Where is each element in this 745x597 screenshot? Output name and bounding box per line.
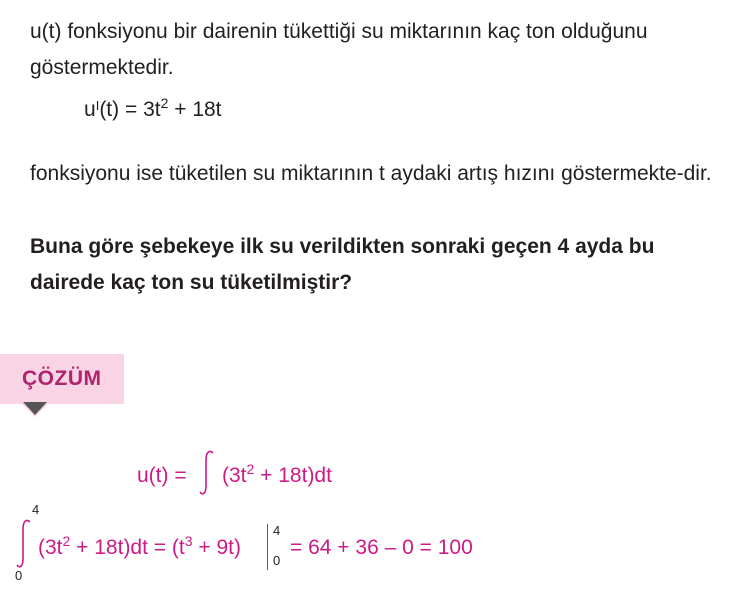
prime-mark: I xyxy=(95,98,100,113)
result-expression: = 64 + 36 – 0 = 100 xyxy=(290,536,473,559)
evaluation-lower: 0 xyxy=(273,553,281,568)
upper-limit: 4 xyxy=(32,502,40,517)
question-description-text: fonksiyonu ise tüketilen su miktarının t aydaki artış hızını göstermekte-dir. xyxy=(30,162,712,185)
integral-sign-icon xyxy=(198,448,218,498)
lower-limit: 0 xyxy=(15,568,23,583)
evaluation-upper: 4 xyxy=(273,523,281,538)
definite-integral-expression: $(3t^2 + 18t)dt = (t^3 + 9t)$ xyxy=(38,533,241,559)
indefinite-integral-lhs: u(t) = xyxy=(137,464,187,487)
evaluation-bar xyxy=(267,524,268,570)
definite-integral-sign-icon xyxy=(14,518,34,570)
question-prompt: Buna göre şebekeye ilk su verildikten sonraki geçen 4 ayda bu dairede kaç ton su tüketilmiştir? xyxy=(30,235,655,294)
down-arrow-icon xyxy=(23,402,47,415)
derivative-formula: $u^I(t) = 3t^2 + 18t$ xyxy=(84,95,222,121)
solution-label: ÇÖZÜM xyxy=(22,367,102,390)
question-intro-text: u(t) fonksiyonu bir dairenin tükettiği su miktarının kaç ton olduğunu göstermektedir. xyxy=(30,20,648,79)
indefinite-integral-expression: $(3t^2 + 18t)dt$ xyxy=(222,461,332,487)
